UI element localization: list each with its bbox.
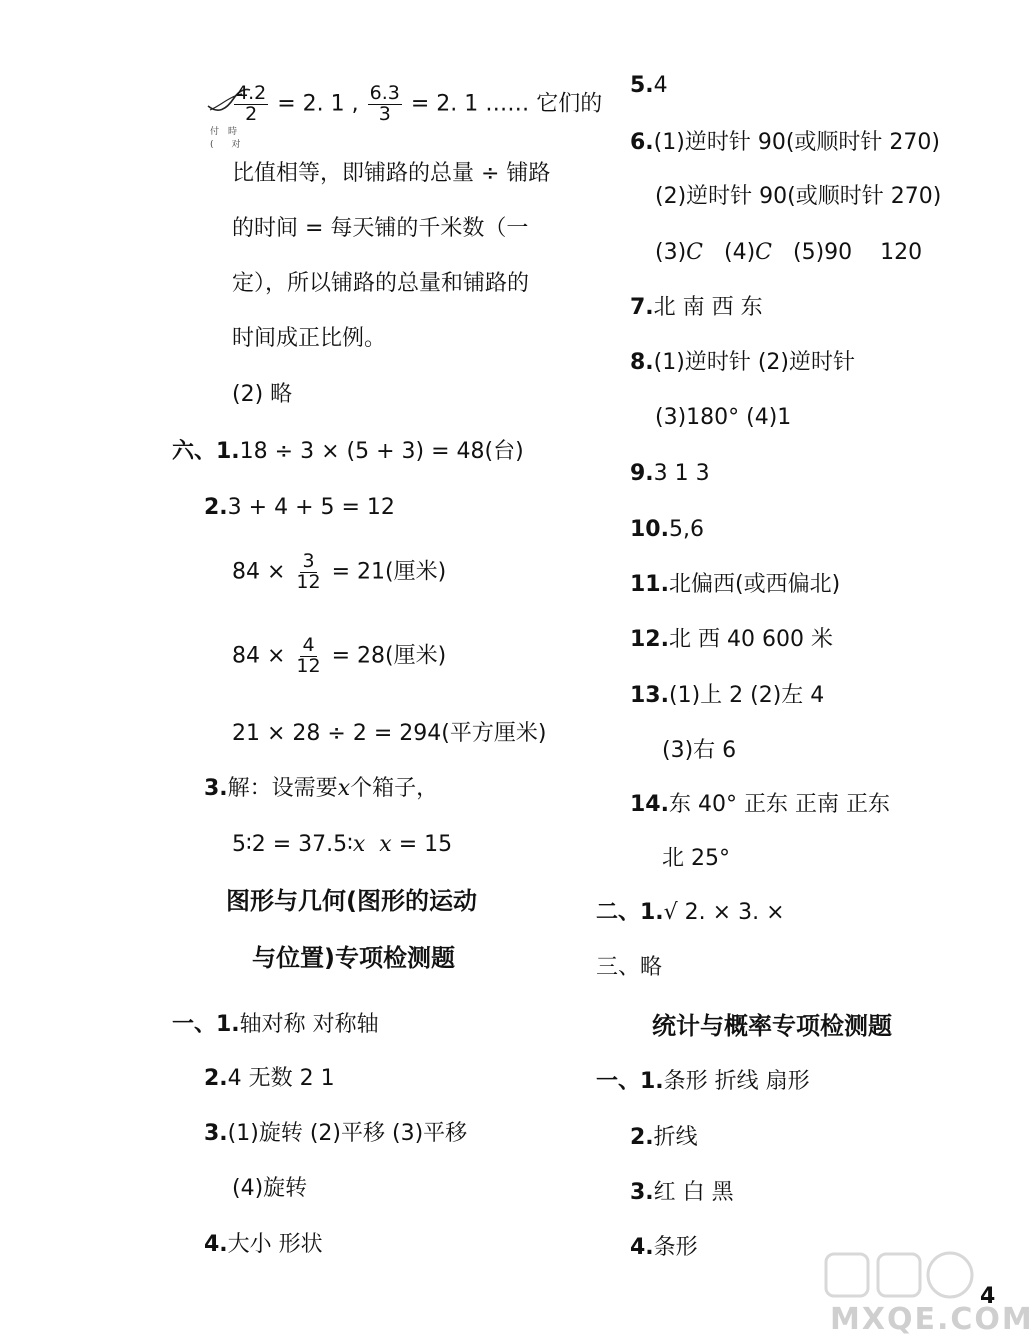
answer-line: 4.条形 bbox=[630, 1235, 698, 1260]
answer-line: 5.4 bbox=[630, 73, 668, 98]
fraction: $\frac{3}{12}$ bbox=[296, 550, 321, 593]
text-line: (4)旋转 bbox=[232, 1176, 308, 1201]
answer-line: 2.折线 bbox=[630, 1125, 698, 1150]
text-line: 的时间 = 每天铺的千米数（一 bbox=[232, 216, 529, 241]
page-number: 4 bbox=[980, 1284, 996, 1309]
text-line: (3)C (4)C (5)90 120 bbox=[655, 240, 923, 265]
answer-line: 8.(1)逆时针 (2)逆时针 bbox=[630, 350, 855, 375]
answer-line: 14.东 40° 正东 正南 正东 bbox=[630, 792, 890, 817]
answer-line: 3.(1)旋转 (2)平移 (3)平移 bbox=[204, 1121, 468, 1146]
answer-line: 7.北 南 西 东 bbox=[630, 295, 763, 320]
answer-line: 4.大小 形状 bbox=[204, 1232, 323, 1257]
answer-line: 11.北偏西(或西偏北) bbox=[630, 572, 841, 597]
answer-line: 9.3 1 3 bbox=[630, 461, 710, 486]
text-line: 21 × 28 ÷ 2 = 294(平方厘米) bbox=[232, 721, 547, 746]
text-line: 北 25° bbox=[662, 846, 730, 871]
text-line: 定），所以铺路的总量和铺路的 bbox=[232, 271, 530, 296]
fraction-line: 84 × $\frac{3}{12}$ = 21(厘米) bbox=[232, 550, 447, 593]
text-line: 比值相等，即铺路的总量 ÷ 铺路 bbox=[232, 161, 551, 186]
answer-line: 10.5,6 bbox=[630, 517, 704, 542]
text-line: (3)右 6 bbox=[662, 738, 737, 763]
fraction: $\frac{4.2}{2}$ bbox=[236, 82, 267, 125]
text-line: 时间成正比例。 bbox=[232, 326, 387, 351]
section-title: 与位置)专项检测题 bbox=[252, 944, 455, 972]
answer-line: 2.3 + 4 + 5 = 12 bbox=[204, 495, 395, 520]
watermark-text: MXQE.COM bbox=[830, 1302, 1034, 1337]
ratio-line: $\frac{4.2}{2}$ = 2. 1 , $\frac{6.3}{3}$ = 2. 1 …… 它们的 bbox=[236, 82, 603, 125]
handwritten-note: 付 時 ( 对 bbox=[210, 127, 241, 150]
fraction-line: 84 × $\frac{4}{12}$ = 28(厘米) bbox=[232, 634, 447, 677]
answer-line: 3.解：设需要x个箱子， bbox=[204, 776, 439, 801]
text-line: (2)逆时针 90(或顺时针 270) bbox=[655, 184, 942, 209]
answer-line: 二、1.√ 2. × 3. × bbox=[596, 900, 785, 925]
text-line: (2) 略 bbox=[232, 382, 293, 407]
section-title: 统计与概率专项检测题 bbox=[652, 1012, 892, 1040]
answer-line: 6.(1)逆时针 90(或顺时针 270) bbox=[630, 130, 940, 155]
answer-line: 六、1.18 ÷ 3 × (5 + 3) = 48(台) bbox=[172, 439, 524, 464]
equation-line: 5∶2 = 37.5∶x x = 15 bbox=[232, 832, 453, 857]
fraction: $\frac{4}{12}$ bbox=[296, 634, 321, 677]
answer-line: 一、1.条形 折线 扇形 bbox=[596, 1069, 810, 1094]
answer-line: 3.红 白 黑 bbox=[630, 1180, 734, 1205]
text-line: (3)180° (4)1 bbox=[655, 405, 792, 430]
answer-line: 一、1.轴对称 对称轴 bbox=[172, 1012, 379, 1037]
fraction: $\frac{6.3}{3}$ bbox=[369, 82, 400, 125]
answer-line: 12.北 西 40 600 米 bbox=[630, 627, 833, 652]
section-title: 图形与几何(图形的运动 bbox=[226, 887, 477, 915]
text-line: 三、略 bbox=[596, 955, 663, 980]
answer-line: 13.(1)上 2 (2)左 4 bbox=[630, 683, 825, 708]
answer-line: 2.4 无数 2 1 bbox=[204, 1066, 335, 1091]
